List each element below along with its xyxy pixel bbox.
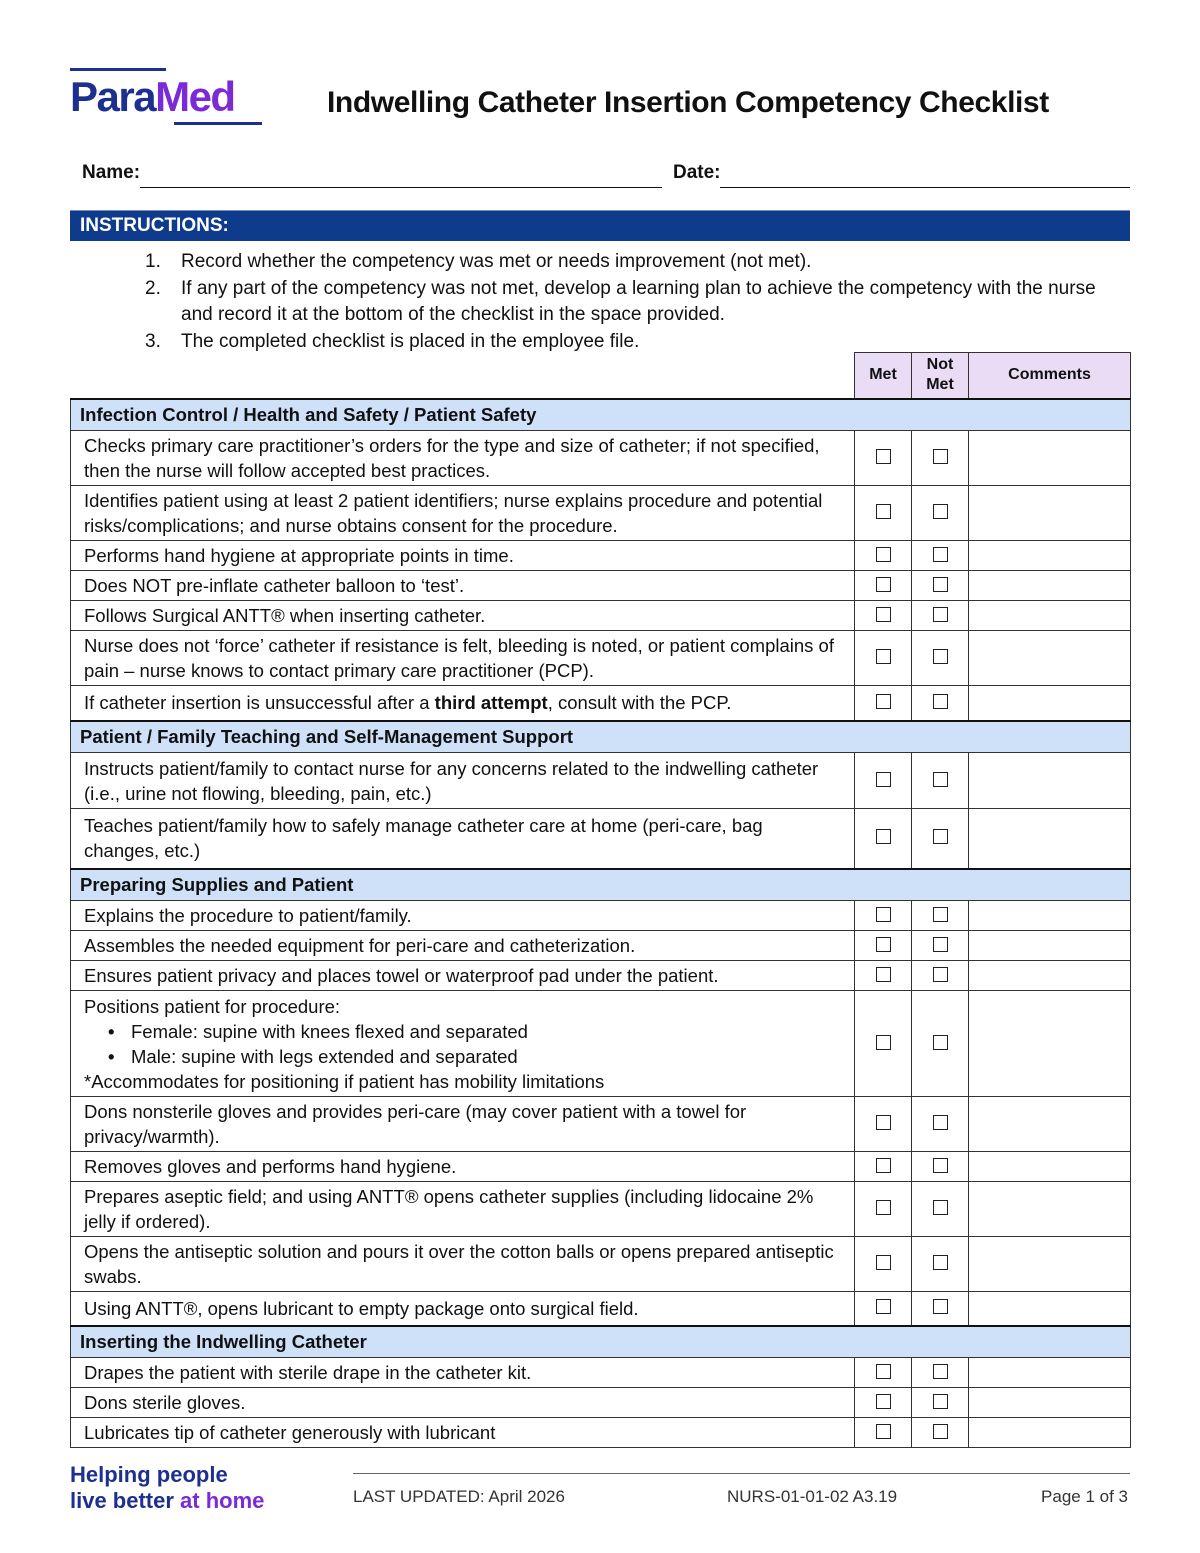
met-cell [855, 486, 912, 541]
checklist-row [71, 753, 1131, 809]
not-met-checkbox[interactable] [933, 1364, 948, 1379]
column-header-not-met [912, 353, 969, 399]
competency-description: Assembles the needed equipment for peri-care and catheterization. [71, 931, 855, 961]
met-checkbox[interactable] [876, 1394, 891, 1409]
checklist-row [71, 1237, 1131, 1292]
positioning-note: *Accommodates for positioning if patient has mobility limitations [84, 1070, 605, 1092]
met-cell [855, 1358, 912, 1388]
instruction-text: Record whether the competency was met or needs improvement (not met). [181, 251, 812, 272]
checklist-row [71, 601, 1131, 631]
met-checkbox[interactable] [876, 829, 891, 844]
section-title: Inserting the Indwelling Catheter [71, 1326, 1131, 1358]
not-met-cell [912, 571, 969, 601]
checklist-row [71, 1418, 1131, 1448]
page-number: Page 1 of 3 [1041, 1487, 1128, 1506]
competency-description: Explains the procedure to patient/family. [71, 901, 855, 931]
page-title: Indwelling Catheter Insertion Competency Checklist [327, 86, 1049, 119]
checklist-row [71, 1152, 1131, 1182]
not-met-cell [912, 991, 969, 1097]
not-met-line2: Met [926, 376, 954, 394]
met-checkbox[interactable] [876, 504, 891, 519]
competency-description: Performs hand hygiene at appropriate points in time. [71, 541, 855, 571]
met-checkbox[interactable] [876, 937, 891, 952]
not-met-cell [912, 901, 969, 931]
comments-cell[interactable] [969, 961, 1131, 991]
last-updated: LAST UPDATED: April 2026 [353, 1487, 565, 1506]
not-met-checkbox[interactable] [933, 1394, 948, 1409]
comments-cell[interactable] [969, 541, 1131, 571]
competency-description: Nurse does not ‘force’ catheter if resistance is felt, bleeding is noted, or patient complains of pain – nurse knows to contact primary care practitioner (PCP). [71, 631, 855, 686]
description-text: , consult with the PCP. [547, 692, 732, 714]
not-met-checkbox[interactable] [933, 694, 948, 709]
not-met-checkbox[interactable] [933, 649, 948, 664]
comments-cell[interactable] [969, 991, 1131, 1097]
met-checkbox[interactable] [876, 607, 891, 622]
not-met-line1: Not [926, 356, 954, 374]
comments-cell[interactable] [969, 901, 1131, 931]
met-cell [855, 686, 912, 721]
competency-description: Teaches patient/family how to safely manage catheter care at home (peri-care, bag changes, etc.) [71, 809, 855, 869]
not-met-cell [912, 486, 969, 541]
not-met-cell [912, 541, 969, 571]
not-met-checkbox[interactable] [933, 1035, 948, 1050]
name-field[interactable] [140, 187, 662, 188]
description-emphasis: third attempt [434, 692, 548, 714]
tagline-line2-start: live better [70, 1488, 181, 1513]
logo-wordmark [70, 74, 235, 120]
not-met-checkbox[interactable] [933, 577, 948, 592]
competency-description: Instructs patient/family to contact nurse for any concerns related to the indwelling catheter (i.e., urine not flowing, bleeding, pain, etc.) [71, 753, 855, 809]
not-met-cell [912, 431, 969, 486]
competency-checklist-table [70, 352, 1131, 1448]
checklist-row [71, 1182, 1131, 1237]
not-met-checkbox[interactable] [933, 1424, 948, 1439]
table-header-row [71, 353, 1131, 399]
tagline-line1: Helping people [70, 1462, 228, 1487]
not-met-checkbox[interactable] [933, 607, 948, 622]
not-met-cell [912, 631, 969, 686]
met-checkbox[interactable] [876, 577, 891, 592]
checklist-row [71, 631, 1131, 686]
checklist-row [71, 1292, 1131, 1326]
checklist-row [71, 931, 1131, 961]
met-cell [855, 1152, 912, 1182]
not-met-cell [912, 1292, 969, 1326]
met-checkbox[interactable] [876, 547, 891, 562]
not-met-cell [912, 1237, 969, 1292]
header-blank-cell [71, 353, 855, 399]
not-met-checkbox[interactable] [933, 1115, 948, 1130]
met-cell [855, 753, 912, 809]
not-met-checkbox[interactable] [933, 1255, 948, 1270]
comments-cell[interactable] [969, 1152, 1131, 1182]
not-met-cell [912, 961, 969, 991]
logo-underline [174, 122, 262, 125]
met-cell [855, 1418, 912, 1448]
not-met-checkbox[interactable] [933, 967, 948, 982]
not-met-cell [912, 753, 969, 809]
tagline-line2 [70, 1488, 264, 1514]
instructions-heading-bar [70, 210, 1130, 241]
paramed-logo [70, 68, 270, 128]
met-checkbox[interactable] [876, 649, 891, 664]
comments-cell[interactable] [969, 571, 1131, 601]
date-label: Date: [673, 162, 721, 183]
met-checkbox[interactable] [876, 1424, 891, 1439]
checklist-row [71, 431, 1131, 486]
comments-cell[interactable] [969, 1388, 1131, 1418]
competency-description: Drapes the patient with sterile drape in the catheter kit. [71, 1358, 855, 1388]
checklist-row [71, 1097, 1131, 1152]
met-checkbox[interactable] [876, 1158, 891, 1173]
instruction-item [145, 249, 1105, 276]
comments-cell[interactable] [969, 686, 1131, 721]
column-header-comments: Comments [969, 353, 1131, 399]
not-met-cell [912, 809, 969, 869]
not-met-checkbox[interactable] [933, 907, 948, 922]
section-header-row [71, 399, 1131, 431]
not-met-cell [912, 1182, 969, 1237]
section-header-row [71, 721, 1131, 753]
checklist-row [71, 486, 1131, 541]
not-met-checkbox[interactable] [933, 1299, 948, 1314]
competency-description: Follows Surgical ANTT® when inserting catheter. [71, 601, 855, 631]
competency-description: Using ANTT®, opens lubricant to empty package onto surgical field. [71, 1292, 855, 1326]
checklist-row [71, 686, 1131, 721]
comments-cell[interactable] [969, 1182, 1131, 1237]
not-met-cell [912, 1388, 969, 1418]
instruction-number: 1. [145, 251, 161, 272]
met-checkbox[interactable] [876, 1115, 891, 1130]
met-checkbox[interactable] [876, 449, 891, 464]
section-title: Preparing Supplies and Patient [71, 869, 1131, 901]
section-header-row [71, 869, 1131, 901]
competency-description: Dons nonsterile gloves and provides peri-care (may cover patient with a towel for privacy/warmth). [71, 1097, 855, 1152]
not-met-checkbox[interactable] [933, 449, 948, 464]
met-cell [855, 1388, 912, 1418]
met-cell [855, 901, 912, 931]
checklist-row [71, 1358, 1131, 1388]
section-title: Infection Control / Health and Safety / Patient Safety [71, 399, 1131, 431]
met-checkbox[interactable] [876, 967, 891, 982]
checklist-row [71, 961, 1131, 991]
comments-cell[interactable] [969, 1418, 1131, 1448]
comments-cell[interactable] [969, 1292, 1131, 1326]
logo-top-rule [70, 68, 166, 71]
comments-cell[interactable] [969, 431, 1131, 486]
comments-cell[interactable] [969, 1237, 1131, 1292]
instruction-text: The completed checklist is placed in the employee file. [181, 330, 640, 352]
checklist-row [71, 571, 1131, 601]
met-cell [855, 991, 912, 1097]
logo-med: Med [155, 73, 235, 120]
met-cell [855, 1182, 912, 1237]
competency-description [71, 991, 855, 1097]
met-cell [855, 541, 912, 571]
met-cell [855, 631, 912, 686]
not-met-checkbox[interactable] [933, 937, 948, 952]
met-cell [855, 809, 912, 869]
checklist-row [71, 991, 1131, 1097]
competency-description: Dons sterile gloves. [71, 1388, 855, 1418]
comments-cell[interactable] [969, 931, 1131, 961]
met-checkbox[interactable] [876, 907, 891, 922]
checklist-row [71, 1388, 1131, 1418]
not-met-checkbox[interactable] [933, 547, 948, 562]
section-header-row [71, 1326, 1131, 1358]
met-checkbox[interactable] [876, 1255, 891, 1270]
instructions-heading: INSTRUCTIONS: [80, 215, 229, 236]
position-bullet: • Male: supine with legs extended and separated [108, 1044, 842, 1069]
instruction-item [145, 276, 1105, 329]
not-met-cell [912, 931, 969, 961]
column-header-met: Met [855, 353, 912, 399]
not-met-checkbox[interactable] [933, 504, 948, 519]
position-bullet: • Female: supine with knees flexed and separated [108, 1019, 842, 1044]
position-bullet-list [84, 1019, 842, 1069]
logo-para: Para [70, 73, 156, 120]
comments-cell[interactable] [969, 1097, 1131, 1152]
met-cell [855, 1097, 912, 1152]
comments-cell[interactable] [969, 1358, 1131, 1388]
comments-cell[interactable] [969, 809, 1131, 869]
met-checkbox[interactable] [876, 1364, 891, 1379]
met-cell [855, 431, 912, 486]
met-checkbox[interactable] [876, 1035, 891, 1050]
met-checkbox[interactable] [876, 1200, 891, 1215]
checklist-row [71, 809, 1131, 869]
comments-cell[interactable] [969, 601, 1131, 631]
not-met-cell [912, 601, 969, 631]
competency-description: Identifies patient using at least 2 patient identifiers; nurse explains procedure and potential risks/complications; and nurse obtains consent for the procedure. [71, 486, 855, 541]
met-cell [855, 1237, 912, 1292]
footer-divider [353, 1473, 1130, 1474]
competency-description: Removes gloves and performs hand hygiene. [71, 1152, 855, 1182]
footer-tagline [70, 1462, 264, 1514]
not-met-checkbox[interactable] [933, 772, 948, 787]
comments-cell[interactable] [969, 631, 1131, 686]
met-checkbox[interactable] [876, 772, 891, 787]
met-checkbox[interactable] [876, 1299, 891, 1314]
not-met-cell [912, 686, 969, 721]
comments-cell[interactable] [969, 486, 1131, 541]
not-met-checkbox[interactable] [933, 829, 948, 844]
met-checkbox[interactable] [876, 694, 891, 709]
not-met-cell [912, 1097, 969, 1152]
met-cell [855, 1292, 912, 1326]
checklist-row [71, 901, 1131, 931]
document-code: NURS-01-01-02 A3.19 [727, 1487, 898, 1506]
competency-description: Does NOT pre-inflate catheter balloon to ‘test’. [71, 571, 855, 601]
competency-description: Lubricates tip of catheter generously with lubricant [71, 1418, 855, 1448]
competency-description: Opens the antiseptic solution and pours it over the cotton balls or opens prepared antiseptic swabs. [71, 1237, 855, 1292]
instructions-list [145, 249, 1105, 355]
met-cell [855, 571, 912, 601]
not-met-checkbox[interactable] [933, 1200, 948, 1215]
checklist-row [71, 541, 1131, 571]
not-met-cell [912, 1358, 969, 1388]
met-cell [855, 931, 912, 961]
competency-description: Ensures patient privacy and places towel or waterproof pad under the patient. [71, 961, 855, 991]
not-met-cell [912, 1418, 969, 1448]
instruction-text: If any part of the competency was not met, develop a learning plan to achieve the competency with the nurse and record it at the bottom of the checklist in the space provided. [181, 277, 1096, 325]
met-cell [855, 601, 912, 631]
instruction-number: 2. [145, 277, 161, 299]
competency-description [71, 686, 855, 721]
tagline-line2-accent: at home [180, 1488, 265, 1513]
description-text: Positions patient for procedure: [84, 995, 341, 1017]
comments-cell[interactable] [969, 753, 1131, 809]
not-met-cell [912, 1152, 969, 1182]
competency-description: Checks primary care practitioner’s orders for the type and size of catheter; if not specified, then the nurse will follow accepted best practices. [71, 431, 855, 486]
description-text: If catheter insertion is unsuccessful after a [84, 692, 435, 714]
instruction-number: 3. [145, 330, 161, 352]
name-label: Name: [82, 162, 141, 183]
date-field[interactable] [720, 187, 1130, 188]
section-title: Patient / Family Teaching and Self-Management Support [71, 721, 1131, 753]
met-cell [855, 961, 912, 991]
competency-description: Prepares aseptic field; and using ANTT® opens catheter supplies (including lidocaine 2% jelly if ordered). [71, 1182, 855, 1237]
not-met-checkbox[interactable] [933, 1158, 948, 1173]
